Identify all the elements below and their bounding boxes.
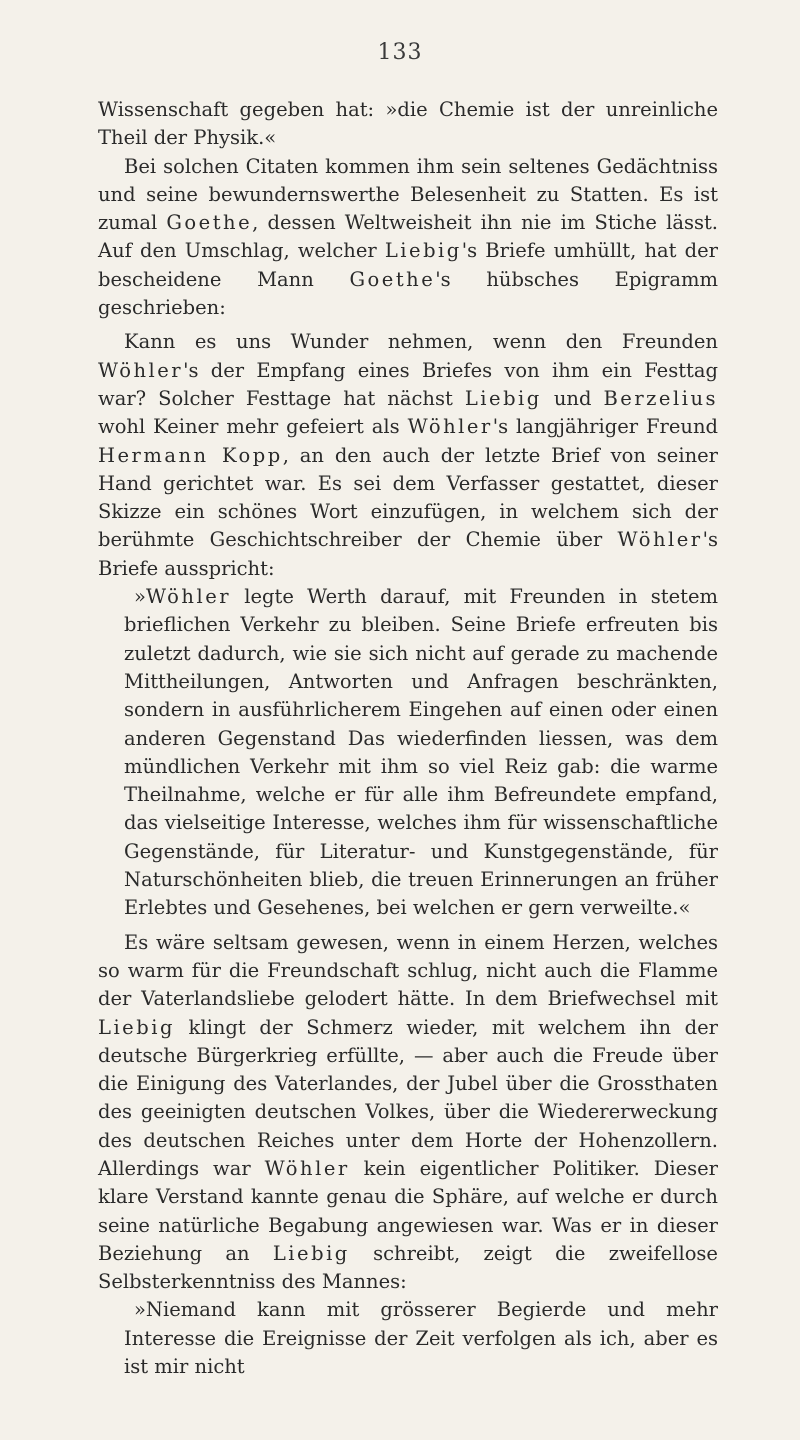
paragraph-2 xyxy=(98,153,718,323)
name-goethe: Goethe xyxy=(349,267,436,291)
paragraph-3-text-c: und xyxy=(541,386,604,410)
paragraph-1 xyxy=(98,96,718,153)
name-liebig: Liebig xyxy=(384,239,462,263)
paragraph-4-text-c: kein eigentlicher Politiker. Dieser klare Verstand kannte genau die Sphäre, auf welche er durch seine natürliche Begabung angewiesen war. Was er in dieser Beziehung an xyxy=(98,1156,718,1265)
paragraph-4-text-a: Es wäre seltsam gewesen, wenn in einem Herzen, welches so warm für die Freundschaft schlug, nicht auch die Flamme der Vaterlandsliebe gelodert hätte. In dem Briefwechsel mit xyxy=(98,930,718,1011)
paragraph-2-text-a: Bei solchen Citaten kommen ihm sein seltenes Gedächtniss und seine bewundernswerthe Belesenheit zu Statten. Es ist zumal xyxy=(98,154,718,235)
quote-kopp xyxy=(98,583,718,923)
name-liebig: Liebig xyxy=(98,1015,175,1039)
paragraph-3-text-a: Kann es uns Wunder nehmen, wenn den Freunden xyxy=(124,330,718,354)
paragraph-4-text-b: klingt der Schmerz wieder, mit welchem ihn der deutsche Bürgerkrieg erfüllte, — aber auch die Freude über die Einigung des Vaterlandes, der Jubel über die Grossthaten des geeinigten deutschen Volkes, über die Wiedererweckung des deutschen Reiches unter dem Horte der Hohenzollern. Allerdings war xyxy=(98,1015,718,1180)
paragraph-3 xyxy=(98,328,718,583)
body-text xyxy=(98,96,718,1381)
quote-kopp-text: legte Werth darauf, mit Freunden in stetem brieflichen Verkehr zu bleiben. Seine Briefe erfreuten bis zuletzt dadurch, wie sie sich nicht auf gerade zu machende Mittheilungen, Antworten und Anfragen beschränkten, sondern in ausführlicherem Eingehen auf einen oder einen anderen Gegenstand Das wiederfinden liessen, was dem mündlichen Verkehr mit ihm so viel Reiz gab: die warme Theilnahme, welche er für alle ihm Befreundete empfand, das vielseitige Interesse, welches ihm für wissenschaftliche Gegenstände, für Literatur- und Kunstgegenstände, für Naturschönheiten blieb, die treuen Erinnerungen an früher Erlebtes und Gesehenes, bei welchen er gern verweilte.« xyxy=(124,585,718,920)
name-woehler: Wöhler xyxy=(617,528,703,552)
paragraph-3-text-g: 's Briefe ausspricht: xyxy=(98,528,718,580)
paragraph-2-text-b: , dessen Weltweisheit ihn nie im Stiche lässt. Auf den Umschlag, welcher xyxy=(98,211,719,263)
name-woehler: Wöhler xyxy=(98,358,184,382)
paragraph-3-text-e: 's langjähriger Freund xyxy=(492,415,718,439)
paragraph-3-text-d: wohl Keiner mehr gefeiert als xyxy=(98,415,408,439)
quote-woehler-text: »Niemand kann mit grösserer Begierde und mehr Interesse die Ereignisse der Zeit verfolgen als ich, aber es ist mir nicht xyxy=(124,1298,718,1379)
paragraph-4-text-d: schreibt, zeigt die zweifellose Selbsterkenntniss des Mannes: xyxy=(98,1241,718,1294)
quote-woehler xyxy=(98,1296,718,1381)
name-kopp: Hermann Kopp xyxy=(98,443,283,467)
paragraph-2-text-d: 's hübsches Epigramm geschrieben: xyxy=(98,267,719,320)
quote-open-mark: » xyxy=(134,585,146,609)
name-woehler: Wöhler xyxy=(264,1156,350,1180)
paragraph-4 xyxy=(98,929,718,1297)
page-number: 133 xyxy=(377,40,423,65)
paragraph-3-text-b: 's der Empfang eines Briefes von ihm ein Festtag war? Solcher Festtage hat nächst xyxy=(98,358,718,410)
name-goethe: Goethe xyxy=(166,211,253,235)
paragraph-3-text-f: , an den auch der letzte Brief von seiner Hand gerichtet war. Es sei dem Verfasser gestattet, dieser Skizze ein schönes Wort einzufügen, in welchem sich der berühmte Geschichtschreiber der Chemie über xyxy=(98,443,718,552)
name-liebig: Liebig xyxy=(272,1241,350,1265)
name-woehler: Wöhler xyxy=(145,585,232,609)
paragraph-1-text: Wissenschaft gegeben hat: »die Chemie ist der unreinliche Theil der Physik.« xyxy=(98,98,718,150)
name-berzelius: Berzelius xyxy=(603,386,719,410)
name-liebig: Liebig xyxy=(464,386,542,410)
paragraph-2-text-c: 's Briefe umhüllt, hat der bescheidene Mann xyxy=(98,239,719,291)
name-woehler: Wöhler xyxy=(407,415,493,439)
